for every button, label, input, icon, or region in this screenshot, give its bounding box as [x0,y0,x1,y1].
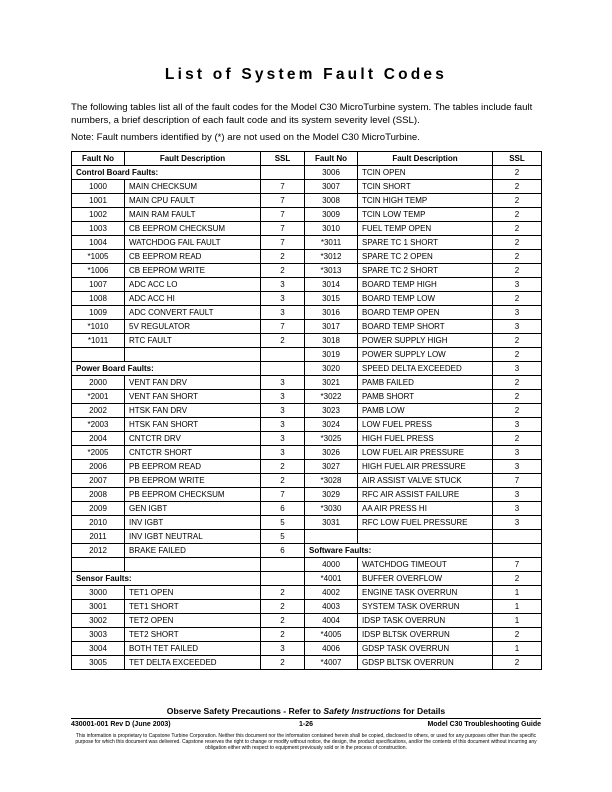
fault-description-right: SPARE TC 2 SHORT [358,264,493,278]
fault-number-left: 2008 [72,488,125,502]
ssl-value-right: 7 [493,474,542,488]
ssl-value-left: 2 [261,628,305,642]
ssl-value-right [493,530,542,544]
fault-number-left: *1011 [72,334,125,348]
fault-number-right: *3028 [305,474,358,488]
ssl-value-right: 2 [493,222,542,236]
page-number: 1-26 [298,721,313,728]
fault-description-right: PAMB SHORT [358,390,493,404]
table-row [72,502,542,516]
ssl-value-right: 2 [493,656,542,670]
fault-number-right: *3011 [305,236,358,250]
safety-prefix: Observe Safety Precautions - Refer to [166,706,324,716]
fault-description-right: POWER SUPPLY HIGH [358,334,493,348]
fault-number-left: 3004 [72,642,125,656]
fault-description-right: WATCHDOG TIMEOUT [358,558,493,572]
fault-number-right: 3007 [305,180,358,194]
table-row [72,530,542,544]
ssl-value-right: 2 [493,376,542,390]
fault-description-right [358,530,493,544]
fault-description-right: PAMB FAILED [358,376,493,390]
ssl-value-left: 3 [261,390,305,404]
section-ssl-blank-right [493,544,542,558]
fault-description-left: GEN IGBT [125,502,261,516]
section-heading-left: Sensor Faults: [72,572,261,586]
fault-number-left: 2006 [72,460,125,474]
ssl-value-left: 5 [261,530,305,544]
fault-number-right: 4000 [305,558,358,572]
ssl-value-left: 5 [261,516,305,530]
fault-number-right: *4005 [305,628,358,642]
section-ssl-blank-left [261,362,305,376]
fault-description-left [125,348,261,362]
fault-description-right: BOARD TEMP SHORT [358,320,493,334]
fault-number-right: 4003 [305,600,358,614]
ssl-value-left: 6 [261,544,305,558]
fault-description-left: RTC FAULT [125,334,261,348]
table-row [72,362,542,376]
fault-number-right: 3014 [305,278,358,292]
ssl-value-left: 3 [261,446,305,460]
fault-description-left: PB EEPROM CHECKSUM [125,488,261,502]
fault-description-left: BRAKE FAILED [125,544,261,558]
table-row [72,166,542,180]
ssl-value-right: 1 [493,600,542,614]
fault-description-right: SYSTEM TASK OVERRUN [358,600,493,614]
header-fault-no-left: Fault No [72,152,125,166]
fault-number-right: *4007 [305,656,358,670]
table-row [72,236,542,250]
fault-number-left: *1005 [72,250,125,264]
fault-description-right: IDSP BLTSK OVERRUN [358,628,493,642]
fault-description-right: GDSP BLTSK OVERRUN [358,656,493,670]
fault-description-left: TET1 SHORT [125,600,261,614]
fault-description-right: POWER SUPPLY LOW [358,348,493,362]
fault-number-right: 3016 [305,306,358,320]
fault-description-right: TCIN OPEN [358,166,493,180]
fault-description-left: MAIN CPU FAULT [125,194,261,208]
ssl-value-right: 2 [493,250,542,264]
fault-description-left: PB EEPROM WRITE [125,474,261,488]
fault-description-right: TCIN SHORT [358,180,493,194]
table-row [72,390,542,404]
fault-number-left: 2011 [72,530,125,544]
table-row [72,432,542,446]
ssl-value-left: 2 [261,334,305,348]
doc-number: 430001-001 Rev D (June 2003) [71,721,171,728]
fault-number-right: 3008 [305,194,358,208]
ssl-value-right: 2 [493,166,542,180]
fault-description-left: TET2 OPEN [125,614,261,628]
ssl-value-right: 3 [493,502,542,516]
fault-number-right: *3030 [305,502,358,516]
table-row [72,376,542,390]
fault-description-left: CB EEPROM CHECKSUM [125,222,261,236]
table-row [72,572,542,586]
ssl-value-left [261,558,305,572]
fault-table-body [72,166,542,670]
ssl-value-right: 2 [493,572,542,586]
table-row [72,600,542,614]
fault-number-right: 3009 [305,208,358,222]
table-row [72,544,542,558]
table-row [72,614,542,628]
fault-description-right: AIR ASSIST VALVE STUCK [358,474,493,488]
table-row [72,264,542,278]
fault-description-right: BOARD TEMP HIGH [358,278,493,292]
fault-number-left: 2007 [72,474,125,488]
ssl-value-right: 3 [493,516,542,530]
ssl-value-right: 2 [493,208,542,222]
ssl-value-left: 7 [261,194,305,208]
ssl-value-left: 3 [261,376,305,390]
ssl-value-left: 2 [261,586,305,600]
ssl-value-left: 3 [261,404,305,418]
fault-number-right: *3022 [305,390,358,404]
fault-number-left: 2004 [72,432,125,446]
ssl-value-left: 2 [261,600,305,614]
fault-description-left: HTSK FAN DRV [125,404,261,418]
ssl-value-right: 2 [493,334,542,348]
fault-description-right: FUEL TEMP OPEN [358,222,493,236]
fault-number-right: *3012 [305,250,358,264]
ssl-value-right: 2 [493,348,542,362]
guide-title: Model C30 Troubleshooting Guide [427,721,541,728]
fault-number-left: 1003 [72,222,125,236]
section-heading-right: Software Faults: [305,544,493,558]
fault-description-right: RFC AIR ASSIST FAILURE [358,488,493,502]
ssl-value-right: 3 [493,320,542,334]
safety-notice [0,706,612,716]
ssl-value-right: 2 [493,292,542,306]
fault-description-right: GDSP TASK OVERRUN [358,642,493,656]
table-row [72,586,542,600]
ssl-value-right: 2 [493,404,542,418]
fault-description-left: VENT FAN SHORT [125,390,261,404]
ssl-value-left: 7 [261,222,305,236]
fault-description-left: TET2 SHORT [125,628,261,642]
fault-number-right: 3024 [305,418,358,432]
ssl-value-left: 7 [261,320,305,334]
ssl-value-left: 7 [261,208,305,222]
ssl-value-left: 2 [261,474,305,488]
ssl-value-left: 3 [261,418,305,432]
fault-description-right: BOARD TEMP OPEN [358,306,493,320]
fault-description-left: WATCHDOG FAIL FAULT [125,236,261,250]
fault-description-right: LOW FUEL AIR PRESSURE [358,446,493,460]
fault-number-right: 3023 [305,404,358,418]
fault-number-left: 2000 [72,376,125,390]
fault-description-right: SPEED DELTA EXCEEDED [358,362,493,376]
fault-description-right: TCIN LOW TEMP [358,208,493,222]
note-paragraph: Note: Fault numbers identified by (*) are not used on the Model C30 MicroTurbine. [71,132,420,143]
fault-number-left: 3005 [72,656,125,670]
fault-number-left: 1001 [72,194,125,208]
ssl-value-left: 2 [261,460,305,474]
fault-number-right: 3010 [305,222,358,236]
ssl-value-right: 1 [493,614,542,628]
ssl-value-left: 2 [261,656,305,670]
fault-number-left: 1000 [72,180,125,194]
table-row [72,292,542,306]
fault-number-right: 3021 [305,376,358,390]
table-row [72,180,542,194]
ssl-value-left: 7 [261,236,305,250]
fault-description-right: AA AIR PRESS HI [358,502,493,516]
fault-number-right [305,530,358,544]
fault-description-right: SPARE TC 2 OPEN [358,250,493,264]
table-row [72,250,542,264]
fault-number-left: 1002 [72,208,125,222]
ssl-value-right: 2 [493,628,542,642]
intro-paragraph: The following tables list all of the fault codes for the Model C30 MicroTurbine system. The tables include fault numbers, a brief description of each fault code and its system severity level (SSL). [71,102,533,126]
fault-number-left: 1007 [72,278,125,292]
fault-number-left: 2010 [72,516,125,530]
section-ssl-blank-left [261,572,305,586]
ssl-value-right: 2 [493,432,542,446]
fault-description-right: TCIN HIGH TEMP [358,194,493,208]
fault-description-right: ENGINE TASK OVERRUN [358,586,493,600]
fault-description-right: RFC LOW FUEL PRESSURE [358,516,493,530]
legal-notice: This information is proprietary to Capstone Turbine Corporation. Neither this document nor the information contained herein shall be copied, disclosed to others, or used for any purposes other than the specific purpose for which this document was delivered. Capstone reserves the right to change or modify without notice, the design, the product specifications, and/or the contents of this document without incurring any obligation either with respect to equipment previously sold or in the process of construction. [75,733,537,752]
fault-number-right: 3031 [305,516,358,530]
ssl-value-left: 3 [261,278,305,292]
fault-number-right: 3029 [305,488,358,502]
ssl-value-left: 2 [261,250,305,264]
fault-number-left: *2001 [72,390,125,404]
table-row [72,194,542,208]
fault-description-left: INV IGBT NEUTRAL [125,530,261,544]
ssl-value-right: 2 [493,180,542,194]
fault-number-left: 3003 [72,628,125,642]
fault-number-left: *2003 [72,418,125,432]
ssl-value-right: 3 [493,362,542,376]
fault-number-right: 4004 [305,614,358,628]
fault-description-left: VENT FAN DRV [125,376,261,390]
safety-suffix: for Details [400,706,446,716]
fault-number-left: 2012 [72,544,125,558]
fault-description-left: 5V REGULATOR [125,320,261,334]
fault-number-right: 3006 [305,166,358,180]
ssl-value-left: 6 [261,502,305,516]
table-row [72,320,542,334]
fault-description-left: TET1 OPEN [125,586,261,600]
ssl-value-right: 3 [493,418,542,432]
fault-number-left: *2005 [72,446,125,460]
ssl-value-right: 2 [493,264,542,278]
fault-number-right: *3013 [305,264,358,278]
fault-description-left: INV IGBT [125,516,261,530]
fault-number-right: 4006 [305,642,358,656]
header-fault-desc-left: Fault Description [125,152,261,166]
table-header-row [72,152,542,166]
fault-codes-table [71,151,542,670]
fault-description-left: CB EEPROM READ [125,250,261,264]
fault-number-right: 4002 [305,586,358,600]
fault-number-left: 2009 [72,502,125,516]
fault-number-right: 3020 [305,362,358,376]
table-row [72,642,542,656]
fault-description-left [125,558,261,572]
table-row [72,460,542,474]
header-fault-no-right: Fault No [305,152,358,166]
fault-description-right: BOARD TEMP LOW [358,292,493,306]
fault-description-left: HTSK FAN SHORT [125,418,261,432]
fault-number-left [72,558,125,572]
table-row [72,222,542,236]
table-row [72,348,542,362]
fault-number-left: 1008 [72,292,125,306]
fault-description-right: BUFFER OVERFLOW [358,572,493,586]
ssl-value-right: 3 [493,460,542,474]
fault-number-right: 3015 [305,292,358,306]
fault-description-left: MAIN RAM FAULT [125,208,261,222]
safety-emphasis: Safety Instructions [323,706,401,716]
ssl-value-left: 2 [261,614,305,628]
fault-number-left: *1010 [72,320,125,334]
fault-description-left: CNTCTR DRV [125,432,261,446]
fault-number-right: 3026 [305,446,358,460]
table-row [72,516,542,530]
table-row [72,558,542,572]
table-row [72,446,542,460]
fault-number-right: 3027 [305,460,358,474]
ssl-value-left: 7 [261,488,305,502]
ssl-value-left: 7 [261,180,305,194]
header-ssl-right: SSL [493,152,542,166]
table-row [72,474,542,488]
fault-description-left: PB EEPROM READ [125,460,261,474]
fault-number-right: 3018 [305,334,358,348]
ssl-value-left [261,348,305,362]
fault-description-left: CNTCTR SHORT [125,446,261,460]
ssl-value-left: 3 [261,292,305,306]
ssl-value-left: 3 [261,642,305,656]
fault-description-right: PAMB LOW [358,404,493,418]
footer-divider [71,718,541,719]
ssl-value-right: 1 [493,642,542,656]
ssl-value-right: 1 [493,586,542,600]
fault-number-right: 3017 [305,320,358,334]
fault-description-left: ADC ACC LO [125,278,261,292]
ssl-value-right: 3 [493,278,542,292]
header-fault-desc-right: Fault Description [358,152,493,166]
fault-number-left: 1004 [72,236,125,250]
fault-description-left: BOTH TET FAILED [125,642,261,656]
ssl-value-right: 2 [493,236,542,250]
fault-number-left: *1006 [72,264,125,278]
fault-number-right: 3019 [305,348,358,362]
section-ssl-blank-left [261,166,305,180]
table-row [72,488,542,502]
fault-number-left [72,348,125,362]
table-row [72,656,542,670]
ssl-value-right: 2 [493,194,542,208]
ssl-value-right: 3 [493,446,542,460]
section-heading-left: Control Board Faults: [72,166,261,180]
fault-description-right: LOW FUEL PRESS [358,418,493,432]
table-row [72,306,542,320]
fault-description-right: HIGH FUEL AIR PRESSURE [358,460,493,474]
fault-description-left: CB EEPROM WRITE [125,264,261,278]
ssl-value-right: 7 [493,558,542,572]
fault-number-left: 3002 [72,614,125,628]
table-row [72,278,542,292]
table-row [72,628,542,642]
table-row [72,404,542,418]
fault-number-left: 3001 [72,600,125,614]
table-row [72,418,542,432]
fault-number-right: *4001 [305,572,358,586]
fault-description-right: HIGH FUEL PRESS [358,432,493,446]
fault-number-left: 1009 [72,306,125,320]
table-row [72,334,542,348]
ssl-value-left: 3 [261,432,305,446]
section-heading-left: Power Board Faults: [72,362,261,376]
fault-description-left: ADC ACC HI [125,292,261,306]
fault-description-right: SPARE TC 1 SHORT [358,236,493,250]
fault-number-left: 3000 [72,586,125,600]
fault-number-left: 2002 [72,404,125,418]
fault-description-left: ADC CONVERT FAULT [125,306,261,320]
table-row [72,208,542,222]
ssl-value-left: 3 [261,306,305,320]
fault-description-left: TET DELTA EXCEEDED [125,656,261,670]
ssl-value-right: 3 [493,306,542,320]
fault-description-left: MAIN CHECKSUM [125,180,261,194]
fault-number-right: *3025 [305,432,358,446]
page-title: List of System Fault Codes [164,66,448,83]
ssl-value-right: 2 [493,390,542,404]
fault-description-right: IDSP TASK OVERRUN [358,614,493,628]
header-ssl-left: SSL [261,152,305,166]
ssl-value-left: 2 [261,264,305,278]
ssl-value-right: 3 [493,488,542,502]
